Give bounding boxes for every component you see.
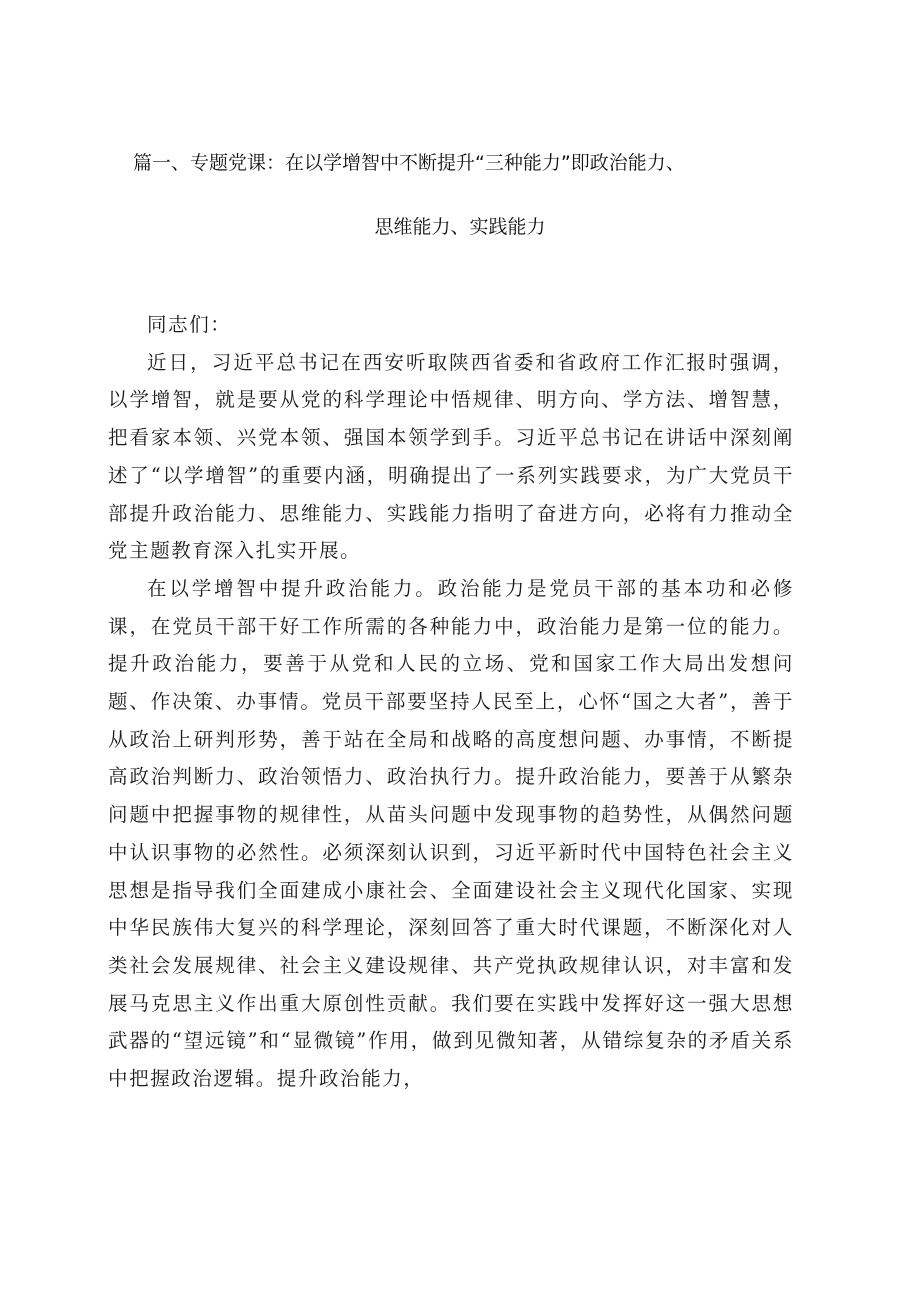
document-title-line-2: 思维能力、实践能力 xyxy=(374,216,546,238)
greeting: 同志们： xyxy=(147,313,232,336)
document-title-line-1: 篇一、专题党课：在以学增智中不断提升“三种能力”即政治能力、 xyxy=(133,152,685,174)
paragraph-2: 在以学增智中提升政治能力。政治能力是党员干部的基本功和必修课，在党员干部干好工作所需的各种能力中，政治能力是第一位的能力。提升政治能力，要善于从党和人民的立场、党和国家工作大局出发想问题、作决策、办事情。党员干部要坚持人民至上，心怀“国之大者”，善于从政治上研判形势，善于站在全局和战略的高度想问题、办事情，不断提高政治判断力、政治领悟力、政治执行力。提升政治能力，要善于从繁杂问题中把握事物的规律性，从苗头问题中发现事物的趋势性，从偶然问题中认识事物的必然性。必须深刻认识到，习近平新时代中国特色社会主义思想是指导我们全面建成小康社会、全面建设社会主义现代化国家、实现中华民族伟大复兴的科学理论，深刻回答了重大时代课题，不断深化对人类社会发展规律、社会主义建设规律、共产党执政规律认识，对丰富和发展马克思主义作出重大原创性贡献。我们要在实践中发挥好这一强大思想武器的“望远镜”和“显微镜”作用，做到见微知著，从错综复杂的矛盾关系中把握政治逻辑。提升政治能力， xyxy=(108,576,794,1091)
document-body xyxy=(108,306,794,1098)
paragraph-1: 近日，习近平总书记在西安听取陕西省委和省政府工作汇报时强调，以学增智，就是要从党的科学理论中悟规律、明方向、学方法、增智慧，把看家本领、兴党本领、强国本领学到手。习近平总书记在讲话中深刻阐述了“以学增智”的重要内涵，明确提出了一系列实践要求，为广大党员干部提升政治能力、思维能力、实践能力指明了奋进方向，必将有力推动全党主题教育深入扎实开展。 xyxy=(108,350,794,563)
